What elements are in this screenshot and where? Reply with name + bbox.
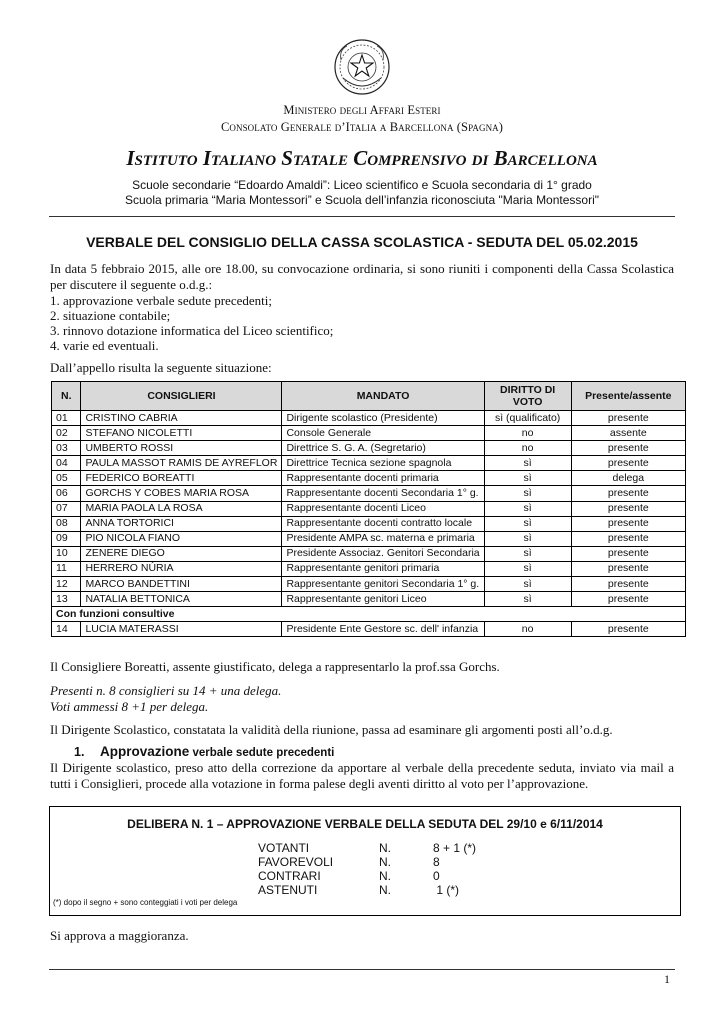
table-cell-vote: no <box>484 622 571 637</box>
vote-label: FAVOREVOLI <box>258 855 334 869</box>
schools-line-1: Scuole secondarie “Edoardo Amaldi”: Liceo scientifico e Scuola secondaria di 1° grado <box>132 178 592 192</box>
table-row <box>52 577 686 592</box>
table-header-row <box>52 382 686 411</box>
table-row <box>52 531 686 546</box>
table-cell-role: Rappresentante docenti primaria <box>282 471 484 486</box>
table-cell-status: presente <box>571 456 685 471</box>
voters-count: Voti ammessi 8 +1 per delega. <box>50 699 209 714</box>
roll-call-intro: Dall’appello risulta la seguente situazione: <box>50 360 272 375</box>
table-cell-status: presente <box>571 486 685 501</box>
table-cell-name: PAULA MASSOT RAMIS DE AYREFLOR <box>81 456 282 471</box>
table-cell-name: ANNA TORTORICI <box>81 516 282 531</box>
table-row <box>52 471 686 486</box>
table-cell-status: presente <box>571 592 685 607</box>
table-cell-vote: sì <box>484 546 571 561</box>
table-cell-name: MARCO BANDETTINI <box>81 577 282 592</box>
agenda-item-heading <box>74 744 334 759</box>
resolution-title: DELIBERA N. 1 – APPROVAZIONE VERBALE DELLA SEDUTA DEL 29/10 e 6/11/2014 <box>127 817 603 831</box>
vote-label: ASTENUTI <box>258 883 318 897</box>
table-cell-vote: sì (qualificato) <box>484 411 571 426</box>
table-cell-n: 11 <box>52 561 81 576</box>
delegation-note: Il Consigliere Boreatti, assente giustificato, delega a rappresentarlo la prof.ssa Gorchs. <box>50 659 500 674</box>
table-row <box>52 486 686 501</box>
table-cell-vote: sì <box>484 501 571 516</box>
table-cell-n: 12 <box>52 577 81 592</box>
agenda-item-title: Approvazione <box>100 744 190 759</box>
table-cell-name: HERRERO NÚRIA <box>81 561 282 576</box>
table-cell-n: 05 <box>52 471 81 486</box>
table-cell-name: FEDERICO BOREATTI <box>81 471 282 486</box>
column-header: N. <box>52 382 81 411</box>
table-cell-name: MARIA PAOLA LA ROSA <box>81 501 282 516</box>
table-cell-n: 04 <box>52 456 81 471</box>
table-cell-status: delega <box>571 471 685 486</box>
agenda-item: 2. situazione contabile; <box>50 308 171 323</box>
vote-value: 0 <box>433 869 440 883</box>
intro-paragraph: In data 5 febbraio 2015, alle ore 18.00, su convocazione ordinaria, si sono riuniti i componenti della Cassa Scolastica per discutere il seguente o.d.g.: <box>50 261 674 292</box>
vote-unit: N. <box>379 855 391 869</box>
table-row <box>52 501 686 516</box>
table-cell-vote: no <box>484 426 571 441</box>
table-cell-vote: sì <box>484 456 571 471</box>
footer-divider <box>49 969 675 970</box>
table-cell-n: 13 <box>52 592 81 607</box>
table-cell-name: CRISTINO CABRIA <box>81 411 282 426</box>
table-cell-name: ZENERE DIEGO <box>81 546 282 561</box>
conclusion: Si approva a maggioranza. <box>50 928 189 943</box>
table-cell-status: presente <box>571 561 685 576</box>
institute-name: Istituto Italiano Statale Comprensivo di Barcellona <box>126 146 598 170</box>
table-cell-status: presente <box>571 531 685 546</box>
document-title: VERBALE DEL CONSIGLIO DELLA CASSA SCOLASTICA - SEDUTA DEL 05.02.2015 <box>86 234 638 250</box>
table-cell-role: Presidente Associaz. Genitori Secondaria <box>282 546 484 561</box>
vote-value: 8 + 1 (*) <box>433 841 477 855</box>
vote-value: 1 (*) <box>433 883 460 897</box>
table-cell-vote: sì <box>484 577 571 592</box>
attendance-body <box>52 411 686 637</box>
vote-unit: N. <box>379 869 391 883</box>
table-cell-status: assente <box>571 426 685 441</box>
attendance-table <box>51 381 686 637</box>
table-cell-role: Dirigente scolastico (Presidente) <box>282 411 484 426</box>
vote-unit: N. <box>379 841 391 855</box>
table-cell-name: STEFANO NICOLETTI <box>81 426 282 441</box>
column-header: MANDATO <box>282 382 484 411</box>
table-row <box>52 411 686 426</box>
table-cell-role: Rappresentante docenti Liceo <box>282 501 484 516</box>
table-cell-status: presente <box>571 546 685 561</box>
table-row <box>52 441 686 456</box>
page-number: 1 <box>664 972 670 986</box>
table-cell-role: Presidente AMPA sc. materna e primaria <box>282 531 484 546</box>
vote-unit: N. <box>379 883 391 897</box>
vote-value: 8 <box>433 855 440 869</box>
table-cell-vote: sì <box>484 592 571 607</box>
agenda-item: 4. varie ed eventuali. <box>50 338 159 353</box>
vote-label: VOTANTI <box>258 841 310 855</box>
table-cell-n: 07 <box>52 501 81 516</box>
table-cell-vote: sì <box>484 531 571 546</box>
column-header: Presente/assente <box>571 382 685 411</box>
column-header: DIRITTO DI VOTO <box>484 382 571 411</box>
table-row <box>52 546 686 561</box>
table-cell-role: Rappresentante docenti Secondaria 1° g. <box>282 486 484 501</box>
table-cell-role: Rappresentante genitori primaria <box>282 561 484 576</box>
table-cell-vote: sì <box>484 486 571 501</box>
table-cell-n: 08 <box>52 516 81 531</box>
table-cell-status: presente <box>571 577 685 592</box>
table-cell-name: GORCHS Y COBES MARIA ROSA <box>81 486 282 501</box>
table-cell-role: Presidente Ente Gestore sc. dell' infanzia <box>282 622 484 637</box>
table-cell-n: 03 <box>52 441 81 456</box>
agenda-item: 1. approvazione verbale sedute precedenti; <box>50 293 272 308</box>
table-cell-n: 06 <box>52 486 81 501</box>
table-cell-role: Rappresentante genitori Liceo <box>282 592 484 607</box>
resolution-box <box>49 806 681 916</box>
table-cell-vote: sì <box>484 516 571 531</box>
item1-paragraph: Il Dirigente scolastico, preso atto della correzione da apportare al verbale della precedente seduta, inviato via mail a tutti i Consiglieri, procede alla votazione in forma palese degli aventi diritto al voto per l’approvazione. <box>50 760 674 791</box>
table-cell-role: Direttrice S. G. A. (Segretario) <box>282 441 484 456</box>
table-cell-name: NATALIA BETTONICA <box>81 592 282 607</box>
resolution-footnote: (*) dopo il segno + sono conteggiati i voti per delega <box>53 898 238 907</box>
column-header: CONSIGLIERI <box>81 382 282 411</box>
table-row <box>52 516 686 531</box>
table-cell-name: PIO NICOLA FIANO <box>81 531 282 546</box>
validity-statement: Il Dirigente Scolastico, constatata la validità della riunione, passa ad esaminare gli argomenti posti all’o.d.g. <box>50 722 613 737</box>
table-row <box>52 561 686 576</box>
italian-republic-emblem <box>333 38 391 96</box>
table-cell-role: Direttrice Tecnica sezione spagnola <box>282 456 484 471</box>
schools-line-2: Scuola primaria “Maria Montessori” e Scuola dell’infanzia riconosciuta "Maria Montessori" <box>124 193 600 207</box>
table-cell-n: 02 <box>52 426 81 441</box>
ministry-line: Ministero degli Affari Esteri <box>283 103 441 117</box>
table-section-row <box>52 607 686 622</box>
agenda-item: 3. rinnovo dotazione informatica del Liceo scientifico; <box>50 323 334 338</box>
table-row <box>52 456 686 471</box>
agenda-item-title-rest: verbale sedute precedenti <box>189 747 335 759</box>
table-cell-n: 14 <box>52 622 81 637</box>
table-cell-name: UMBERTO ROSSI <box>81 441 282 456</box>
agenda-item-number: 1. <box>74 745 85 759</box>
table-row <box>52 592 686 607</box>
table-cell-name: LUCIA MATERASSI <box>81 622 282 637</box>
table-cell-role: Console Generale <box>282 426 484 441</box>
table-cell-n: 01 <box>52 411 81 426</box>
table-cell-status: presente <box>571 516 685 531</box>
table-cell-vote: sì <box>484 561 571 576</box>
vote-label: CONTRARI <box>258 869 321 883</box>
table-cell-status: presente <box>571 501 685 516</box>
table-cell-vote: no <box>484 441 571 456</box>
table-row <box>52 622 686 637</box>
table-cell-role: Rappresentante docenti contratto locale <box>282 516 484 531</box>
table-cell-n: 10 <box>52 546 81 561</box>
header-divider <box>49 216 675 217</box>
consulate-line: Consolato Generale d’Italia a Barcellona (Spagna) <box>220 120 504 134</box>
present-count: Presenti n. 8 consiglieri su 14 + una delega. <box>50 683 282 698</box>
table-cell-vote: sì <box>484 471 571 486</box>
table-cell-n: 09 <box>52 531 81 546</box>
table-cell-status: presente <box>571 441 685 456</box>
table-cell-role: Rappresentante genitori Secondaria 1° g. <box>282 577 484 592</box>
table-row <box>52 426 686 441</box>
table-cell-status: presente <box>571 622 685 637</box>
section-label: Con funzioni consultive <box>52 607 686 622</box>
table-cell-status: presente <box>571 411 685 426</box>
